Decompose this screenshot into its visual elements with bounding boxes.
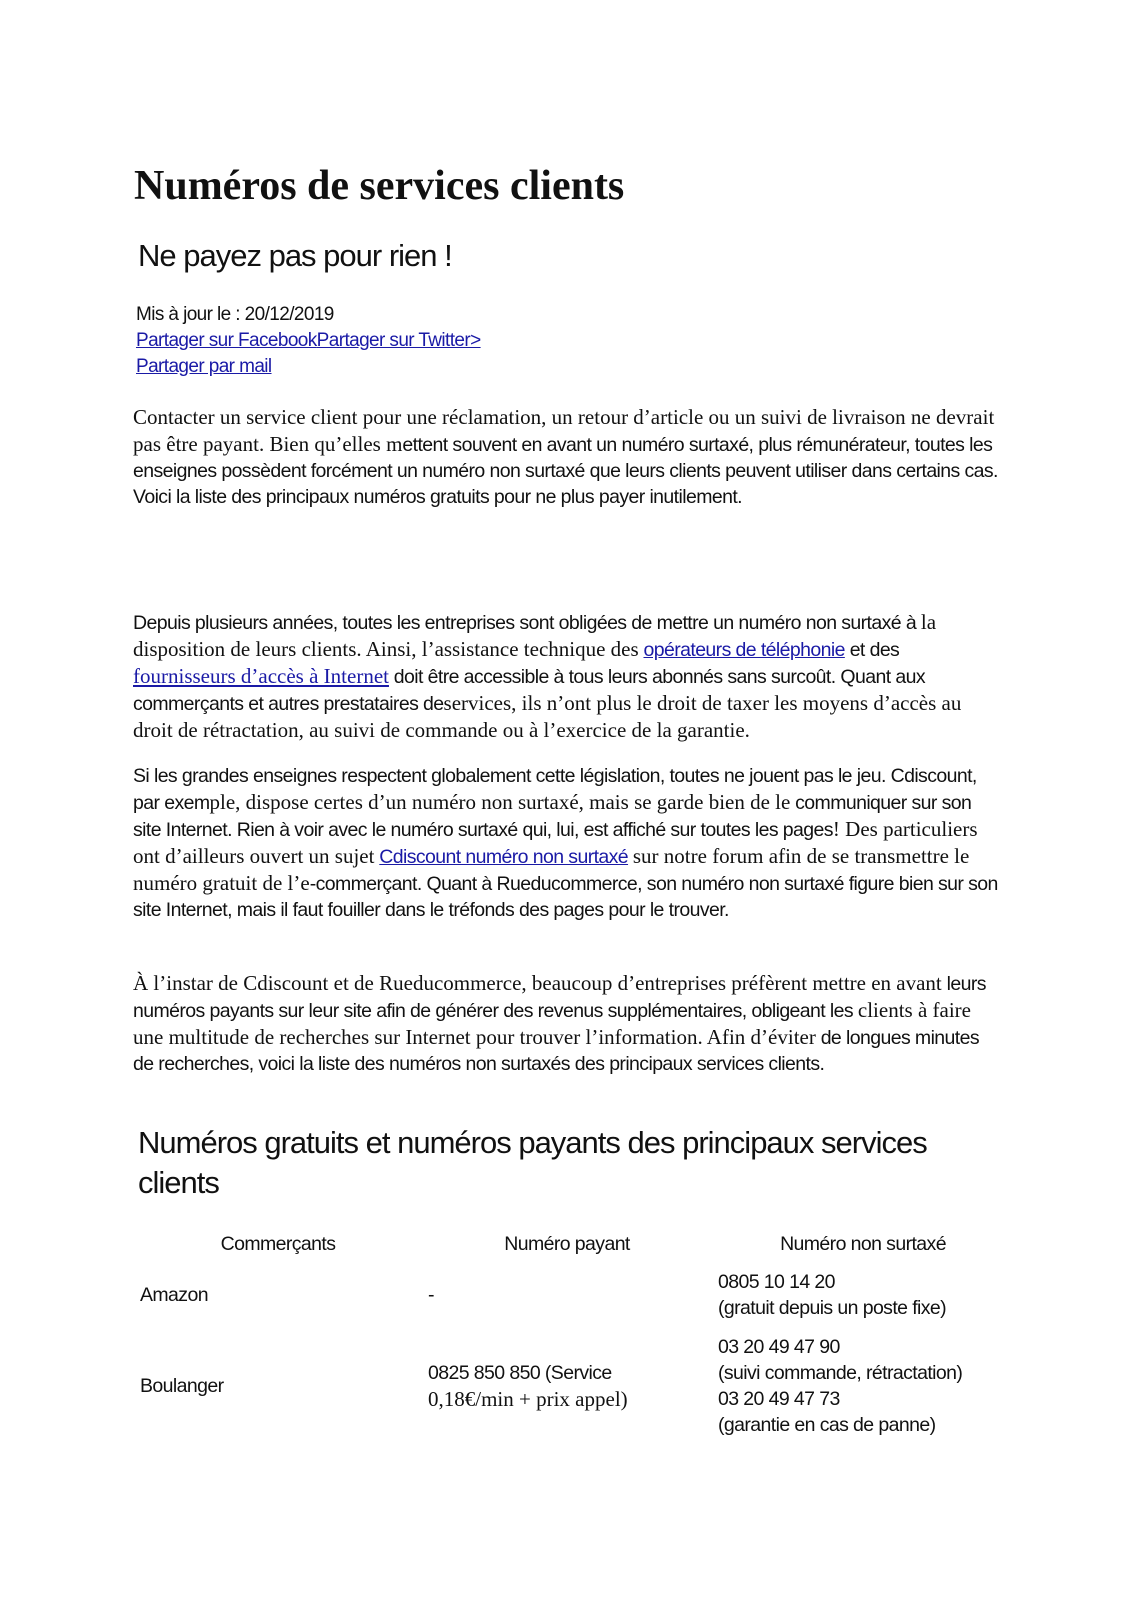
- table-row: [134, 1263, 1014, 1327]
- operateurs-telephonie-link[interactable]: opérateurs de téléphonie: [643, 639, 845, 661]
- share-mail-row: [136, 354, 481, 380]
- header-merchants: Commerçants: [220, 1233, 336, 1255]
- cdiscount-text-4: ! Des particuliers ont d’ailleurs ouvert un sujet: [133, 817, 978, 868]
- list-intro-text-3: clients à faire une multitude de recherches sur Internet pour trouver l’information. Afin d’éviter: [133, 998, 971, 1049]
- share-twitter-link[interactable]: Partager sur Twitter>: [316, 330, 481, 351]
- free-number-line: 03 20 49 47 90: [718, 1336, 840, 1358]
- table-header-row: [134, 1229, 1014, 1263]
- free-number-note: (garantie en cas de panne): [718, 1414, 936, 1436]
- table-row: [134, 1327, 1014, 1445]
- update-date: Mis à jour le : 20/12/2019: [136, 304, 334, 325]
- paid-number-cell: [422, 1327, 712, 1445]
- share-links: [136, 328, 481, 354]
- header-paid-number: Numéro payant: [504, 1233, 630, 1255]
- intro-text-sans: ettent souvent en avant un numéro surtaxé, plus rémunérateur, toutes les enseignes possèdent forcément un numéro non surtaxé que leurs clients peuvent utiliser dans certains cas. Voici la liste des principaux numéros gratuits pour ne plus payer inutilement.: [133, 434, 998, 508]
- page-subtitle: Ne payez pas pour rien !: [138, 238, 452, 273]
- law-text-3: et des: [849, 639, 900, 661]
- law-text-5: services, ils n’ont plus le droit de taxer les moyens d’accès au droit de rétractation, au suivi de commande ou à l’exercice de la garantie.: [133, 691, 962, 742]
- cdiscount-forum-link[interactable]: Cdiscount numéro non surtaxé: [379, 846, 629, 868]
- law-text-4: doit être accessible à tous leurs abonnés sans surcoût. Quant aux commerçants et autres prestataires de: [133, 666, 925, 715]
- header-free-number: Numéro non surtaxé: [780, 1233, 946, 1255]
- paid-number-cell: -: [428, 1284, 434, 1306]
- cdiscount-text-3: communiquer sur son site Internet. Rien à voir avec le numéro surtaxé qui, lui, est affiché sur toutes les pages: [133, 792, 972, 841]
- service-numbers-table: [134, 1229, 1014, 1445]
- free-number-cell: [712, 1263, 1014, 1327]
- share-facebook-link[interactable]: Partager sur Facebook: [136, 330, 317, 351]
- intro-paragraph: [133, 404, 1003, 510]
- share-mail-link[interactable]: Partager par mail: [136, 356, 272, 377]
- free-number-line: 03 20 49 47 73: [718, 1388, 840, 1410]
- merchant-cell: Amazon: [140, 1284, 208, 1306]
- page-title: Numéros de services clients: [134, 163, 625, 209]
- cdiscount-text-1: Si les grandes enseignes respectent globalement cette législation, toutes ne jouent pas le jeu. Cdiscount, par exem: [133, 765, 977, 814]
- list-intro-text-4: de longues minutes de recherches, voici la liste des numéros non surtaxés des principaux services clients.: [133, 1027, 979, 1075]
- paid-number-line: 0825 850 850 (Service: [428, 1362, 612, 1384]
- cdiscount-text-5: sur notre forum afin de se transmettre le numéro gratuit de l’e: [133, 844, 970, 895]
- law-text-1: Depuis plusieurs années, toutes les entreprises sont obligées de mettre un numéro non surtaxé à: [133, 612, 917, 634]
- list-intro-text-1: À l’instar de Cdiscount et de Rueducommerce, beaucoup d’entreprises préfèrent mettre en avant: [133, 971, 942, 995]
- cdiscount-paragraph: [133, 763, 1003, 923]
- free-number-note: (suivi commande, rétractation): [718, 1362, 963, 1384]
- paid-number-price: 0,18€/min + prix appel): [428, 1387, 628, 1411]
- intro-text-serif: Contacter un service client pour une réclamation, un retour d’article ou un suivi de livraison ne devrait pas être payant. Bien qu’elles m: [133, 405, 995, 456]
- free-number-line: 0805 10 14 20: [718, 1271, 835, 1293]
- merchant-cell: Boulanger: [140, 1375, 224, 1397]
- cdiscount-text-6: -commerçant. Quant à Rueducommerce, son numéro non surtaxé figure bien sur son site Internet, mais il faut fouiller dans le tréfonds des pages pour le trouver.: [133, 873, 998, 921]
- free-number-note: (gratuit depuis un poste fixe): [718, 1297, 947, 1319]
- fournisseurs-internet-link[interactable]: fournisseurs d’accès à Internet: [133, 664, 389, 688]
- law-text-2: la disposition de leurs clients. Ainsi, l’assistance technique des: [133, 610, 937, 661]
- cdiscount-text-2: ple, dispose certes d’un numéro non surtaxé, mais se garde bien de le: [209, 790, 791, 814]
- article-meta: [136, 302, 481, 380]
- section-heading: Numéros gratuits et numéros payants des principaux services clients: [138, 1125, 927, 1200]
- list-intro-paragraph: [133, 970, 1003, 1077]
- free-number-cell: [712, 1327, 1014, 1445]
- law-paragraph: [133, 609, 1003, 744]
- list-intro-text-2: leurs numéros payants sur leur site afin de générer des revenus supplémentaires, obligeant les: [133, 973, 986, 1022]
